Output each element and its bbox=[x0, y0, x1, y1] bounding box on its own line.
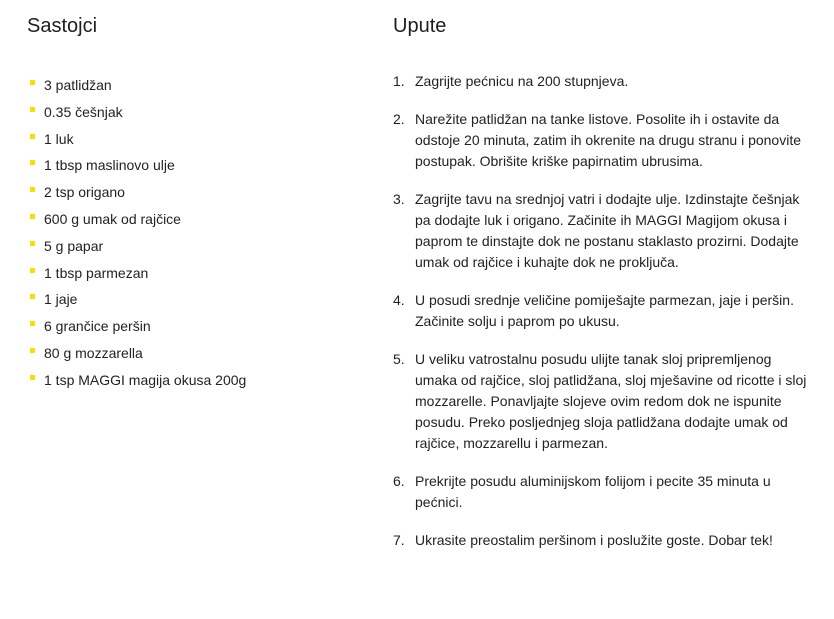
step-item bbox=[393, 530, 813, 551]
ingredient-item bbox=[27, 260, 357, 287]
ingredient-label: 5 g papar bbox=[44, 237, 104, 254]
step-item bbox=[393, 471, 813, 513]
square-bullet-icon bbox=[30, 80, 35, 85]
ingredient-label: 1 tbsp maslinovo ulje bbox=[44, 157, 175, 174]
ingredient-label: 80 g mozzarella bbox=[44, 344, 143, 361]
step-text: Ukrasite preostalim peršinom i poslužite goste. Dobar tek! bbox=[415, 532, 773, 548]
ingredient-item bbox=[27, 206, 357, 233]
instructions-list bbox=[393, 71, 813, 551]
step-item bbox=[393, 189, 813, 273]
ingredient-label: 1 tsp MAGGI magija okusa 200g bbox=[44, 371, 247, 388]
step-text: Narežite patlidžan na tanke listove. Posolite ih i ostavite da odstoje 20 minuta, zatim ih okrenite na drugu stranu i ponovite postupak. Obrišite kriške papirnatim ubrusima. bbox=[415, 111, 802, 169]
ingredient-item bbox=[27, 126, 357, 153]
ingredient-label: 2 tsp origano bbox=[44, 184, 125, 201]
step-number: 3. bbox=[393, 191, 405, 207]
step-text: U veliku vatrostalnu posudu ulijte tanak sloj pripremljenog umaka od rajčice, sloj patlidžana, sloj mješavine od ricotte i sloj mozzarelle. Ponavljajte slojeve ovim redom dok ne ispunite posudu. Preko posljednjeg sloja patlidžana dodajte umak od rajčice, mozzarellu i parmezan. bbox=[415, 351, 807, 451]
square-bullet-icon bbox=[30, 348, 35, 353]
ingredient-item bbox=[27, 233, 357, 260]
step-number: 4. bbox=[393, 292, 405, 308]
square-bullet-icon bbox=[30, 160, 35, 165]
step-number: 6. bbox=[393, 473, 405, 489]
instructions-heading: Upute bbox=[393, 15, 447, 37]
instructions-section bbox=[393, 0, 813, 551]
ingredient-item bbox=[27, 152, 357, 179]
square-bullet-icon bbox=[30, 187, 35, 192]
ingredient-item bbox=[27, 313, 357, 340]
ingredient-label: 6 grančice peršin bbox=[44, 318, 151, 335]
square-bullet-icon bbox=[30, 134, 35, 139]
ingredients-list bbox=[27, 72, 357, 394]
step-number: 5. bbox=[393, 351, 405, 367]
square-bullet-icon bbox=[30, 214, 35, 219]
ingredient-item bbox=[27, 99, 357, 126]
step-number: 7. bbox=[393, 532, 405, 548]
step-number: 1. bbox=[393, 73, 405, 89]
step-text: Zagrijte tavu na srednjoj vatri i dodajte ulje. Izdinstajte češnjak pa dodajte luk i origano. Začinite ih MAGGI Magijom okusa i paprom te dinstajte dok ne postanu staklasto prozirni. Dodajte umak od rajčice i kuhajte dok ne proključa. bbox=[415, 191, 800, 270]
ingredients-heading: Sastojci bbox=[27, 15, 98, 37]
ingredient-item bbox=[27, 179, 357, 206]
square-bullet-icon bbox=[30, 321, 35, 326]
ingredient-item bbox=[27, 340, 357, 367]
step-item bbox=[393, 71, 813, 92]
ingredients-section bbox=[27, 0, 357, 394]
square-bullet-icon bbox=[30, 375, 35, 380]
step-text: Prekrijte posudu aluminijskom folijom i pecite 35 minuta u pećnici. bbox=[415, 473, 771, 510]
step-text: Zagrijte pećnicu na 200 stupnjeva. bbox=[415, 73, 629, 89]
step-item bbox=[393, 349, 813, 454]
step-item bbox=[393, 290, 813, 332]
step-number: 2. bbox=[393, 111, 405, 127]
ingredient-item bbox=[27, 286, 357, 313]
ingredient-label: 1 luk bbox=[44, 130, 74, 147]
square-bullet-icon bbox=[30, 241, 35, 246]
ingredient-label: 0.35 češnjak bbox=[44, 103, 123, 120]
ingredient-label: 600 g umak od rajčice bbox=[44, 210, 181, 227]
ingredient-item bbox=[27, 367, 357, 394]
ingredient-label: 1 tbsp parmezan bbox=[44, 264, 149, 281]
square-bullet-icon bbox=[30, 107, 35, 112]
ingredient-item bbox=[27, 72, 357, 99]
ingredient-label: 1 jaje bbox=[44, 291, 78, 308]
square-bullet-icon bbox=[30, 268, 35, 273]
ingredient-label: 3 patlidžan bbox=[44, 77, 112, 93]
square-bullet-icon bbox=[30, 294, 35, 299]
step-item bbox=[393, 109, 813, 172]
step-text: U posudi srednje veličine pomiješajte parmezan, jaje i peršin. Začinite solju i paprom po ukusu. bbox=[415, 292, 794, 329]
